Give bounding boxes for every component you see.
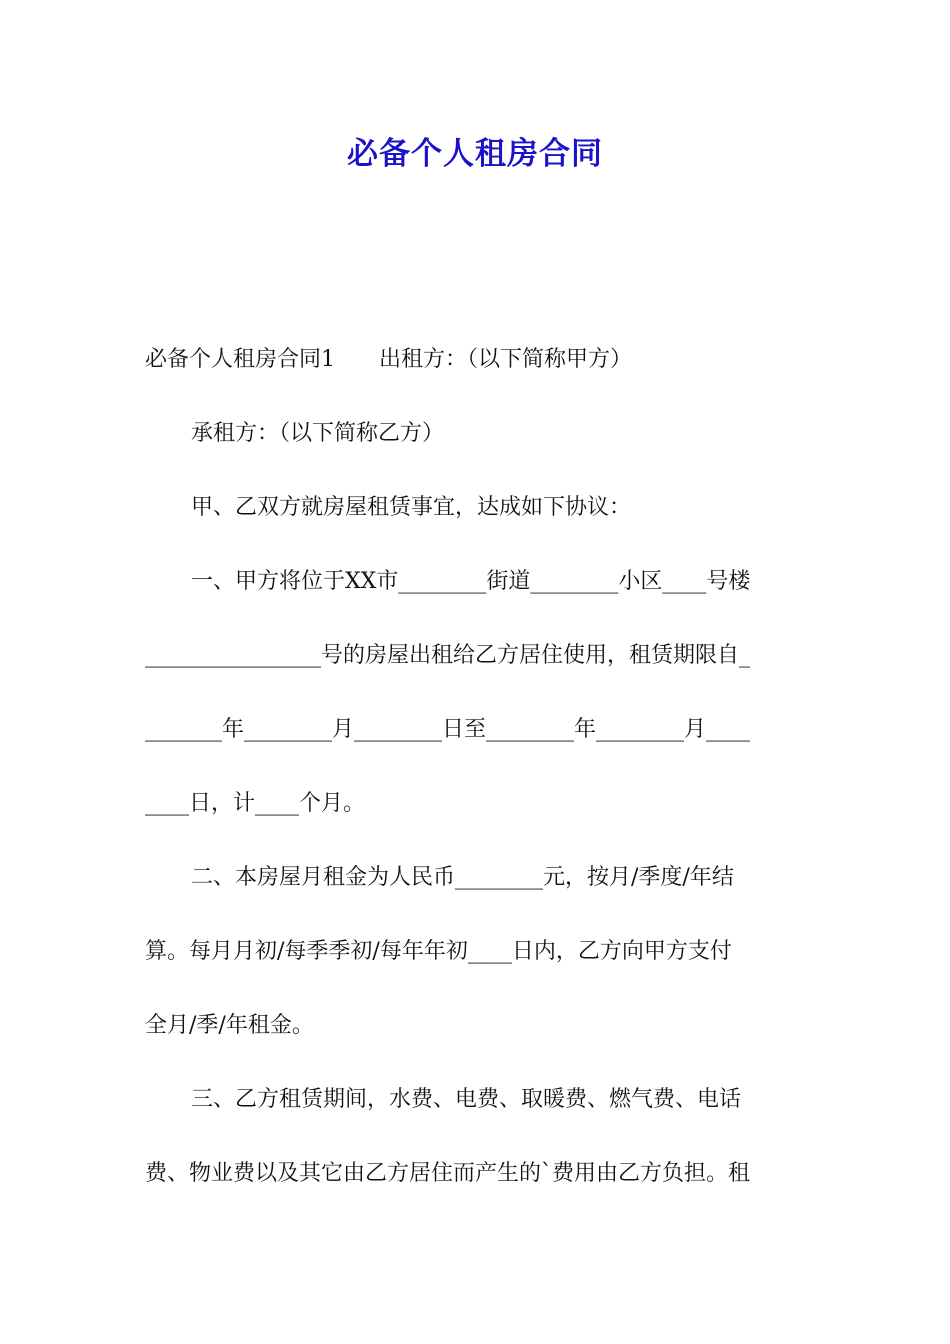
text-line: 全月/季/年租金。 — [145, 1013, 314, 1038]
text-line: ____日，计____个月。 — [145, 791, 366, 816]
text-line: ________________号的房屋出租给乙方居住使用，租赁期限自_ — [145, 643, 751, 668]
text-line: 承租方：（以下简称乙方） — [191, 421, 445, 446]
text-line: 二、本房屋月租金为人民币________元，按月/季度/年结 — [191, 865, 734, 890]
text-line: 一、甲方将位于XX市________街道________小区____号楼 — [191, 569, 751, 594]
text-line: 必备个人租房合同1 出租方：（以下简称甲方） — [145, 347, 632, 372]
text-line: _______年________月________日至________年________月____ — [145, 717, 751, 742]
text-line: 算。每月月初/每季季初/每年年初____日内，乙方向甲方支付 — [145, 939, 732, 964]
text-line: 三、乙方租赁期间，水费、电费、取暖费、燃气费、电话 — [191, 1087, 742, 1112]
document-title: 必备个人租房合同 — [347, 136, 603, 172]
document-body — [145, 340, 807, 1228]
text-line: 费、物业费以及其它由乙方居住而产生的`费用由乙方负担。租 — [145, 1161, 751, 1186]
text-line: 甲、乙双方就房屋租赁事宜，达成如下协议： — [191, 495, 632, 520]
